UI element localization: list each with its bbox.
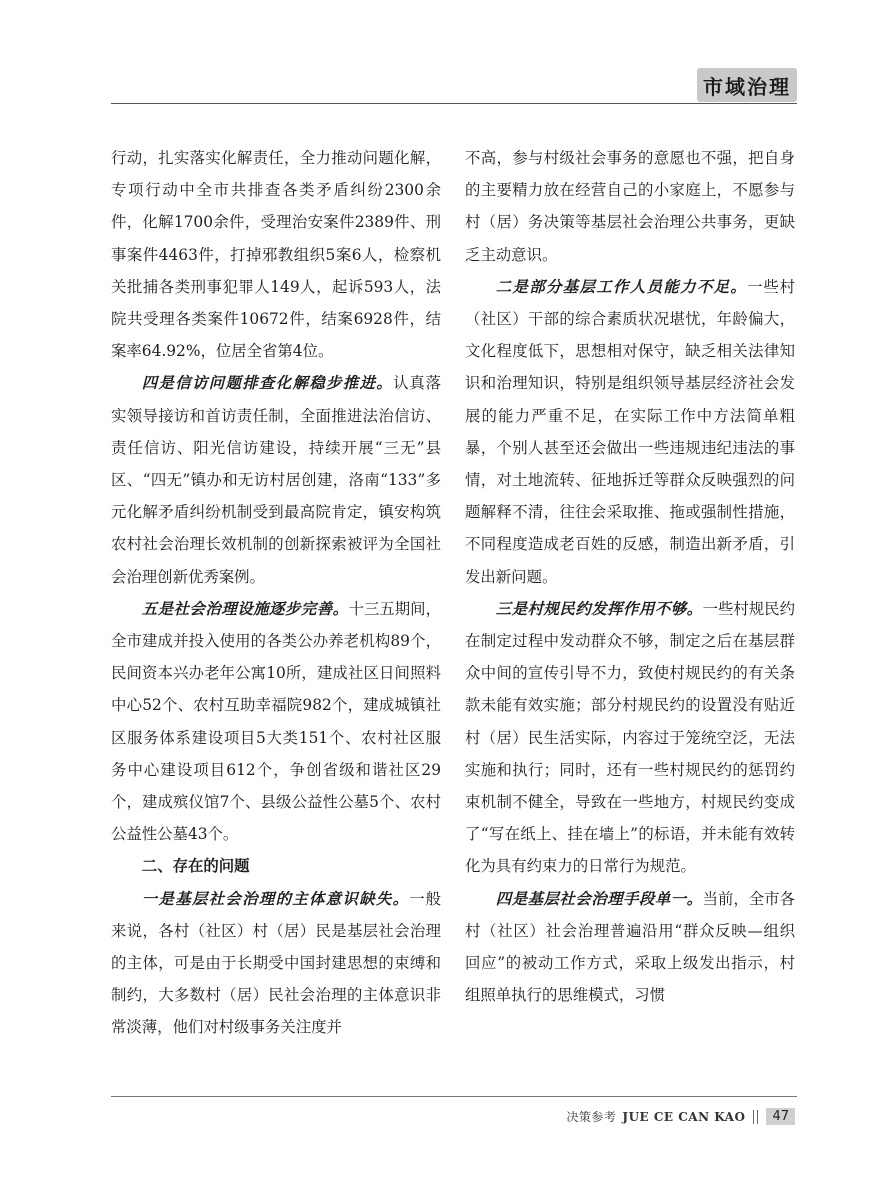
paragraph xyxy=(465,271,795,593)
paragraph-continued: 行动，扎实落实化解责任，全力推动问题化解，专项行动中全市共排查各类矛盾纠纷2300余件，化解1700余件，受理治安案件2389件、刑事案件4463件，打掉邪教组织5案6人，检察机关批捕各类刑事犯罪人149人，起诉593人，法院共受理各类案件10672件，结案6928件，结案率64.92%，位居全省第4位。 xyxy=(111,149,441,361)
paragraph-body: 十三五期间，全市建成并投入使用的各类公办养老机构89个，民间资本兴办老年公寓10所，建成社区日间照料中心52个、农村互助幸福院982个，建成城镇社区服务体系建设项目5大类151个、农村社区服务中心建设项目612个，争创省级和谐社区29个，建成殡仪馆7个、县级公益性公墓5个、农村公益性公墓43个。 xyxy=(111,599,441,844)
page-footer xyxy=(566,1108,795,1125)
paragraph xyxy=(465,883,795,1012)
paragraph-body: 认真落实领导接访和首访责任制，全面推进法治信访、责任信访、阳光信访建设，持续开展“三无”县区、“四无”镇办和无访村居创建，洛南“133”多元化解矛盾纠纷机制受到最高院肯定，镇安构筑农村社会治理长效机制的创新探索被评为全国社会治理创新优秀案例。 xyxy=(111,374,441,586)
paragraph xyxy=(111,593,441,851)
paragraph-lead: 四是基层社会治理手段单一。 xyxy=(495,889,703,908)
paragraph-lead: 二是部分基层工作人员能力不足。 xyxy=(495,277,748,296)
section-heading: 二、存在的问题 xyxy=(141,857,250,876)
section-title-badge xyxy=(697,68,797,102)
paragraph-lead: 一是基层社会治理的主体意识缺失。 xyxy=(141,889,410,908)
footer-divider xyxy=(111,1096,797,1097)
paragraph-body: 一般来说，各村（社区）村（居）民是基层社会治理的主体，可是由于长期受中国封建思想的束缚和制约，大多数村（居）民社会治理的主体意识非常淡薄，他们对村级事务关注度并 xyxy=(111,889,441,1037)
paragraph-body: 一些村（社区）干部的综合素质状况堪忧，年龄偏大，文化程度低下，思想相对保守，缺乏相关法律知识和治理知识，特别是组织领导基层经济社会发展的能力严重不足，在实际工作中方法简单粗暴，个别人甚至还会做出一些违规违纪违法的事情，对土地流转、征地拆迁等群众反映强烈的问题解释不清，往往会采取推、拖或强制性措施，不同程度造成老百姓的反感，制造出新矛盾，引发出新问题。 xyxy=(465,277,795,586)
paragraph-lead: 三是村规民约发挥作用不够。 xyxy=(495,599,703,618)
paragraph-lead: 四是信访问题排查化解稳步推进。 xyxy=(141,374,394,393)
paragraph xyxy=(465,593,795,883)
right-column xyxy=(465,142,795,1011)
paragraph-body: 一些村规民约在制定过程中发动群众不够，制定之后在基层群众中间的宣传引导不力，致使村规民约的有关条款未能有效实施；部分村规民约的设置没有贴近村（居）民生活实际，内容过于笼统空泛，无法实施和执行；同时，还有一些村规民约的惩罚约束机制不健全，导致在一些地方，村规民约变成了“写在纸上、挂在墙上”的标语，并未能有效转化为具有约束力的日常行为规范。 xyxy=(465,599,795,876)
journal-name: 决策参考 xyxy=(566,1110,617,1124)
page-number: 47 xyxy=(766,1108,795,1125)
footer-separator xyxy=(753,1110,758,1124)
left-column xyxy=(111,142,441,1044)
paragraph-lead: 五是社会治理设施逐步完善。 xyxy=(141,599,349,618)
paragraph-continued: 不高，参与村级社会事务的意愿也不强，把自身的主要精力放在经营自己的小家庭上，不愿参与村（居）务决策等基层社会治理公共事务，更缺乏主动意识。 xyxy=(465,149,795,264)
paragraph xyxy=(111,367,441,592)
paragraph xyxy=(111,883,441,1044)
paragraph-body: 当前，全市各村（社区）社会治理普遍沿用“群众反映—组织回应”的被动工作方式，采取上级发出指示，村组照单执行的思维模式，习惯 xyxy=(465,889,795,1005)
section-title: 市域治理 xyxy=(703,74,791,99)
header-divider xyxy=(111,103,797,104)
journal-name-pinyin: JUE CE CAN KAO xyxy=(622,1109,746,1124)
